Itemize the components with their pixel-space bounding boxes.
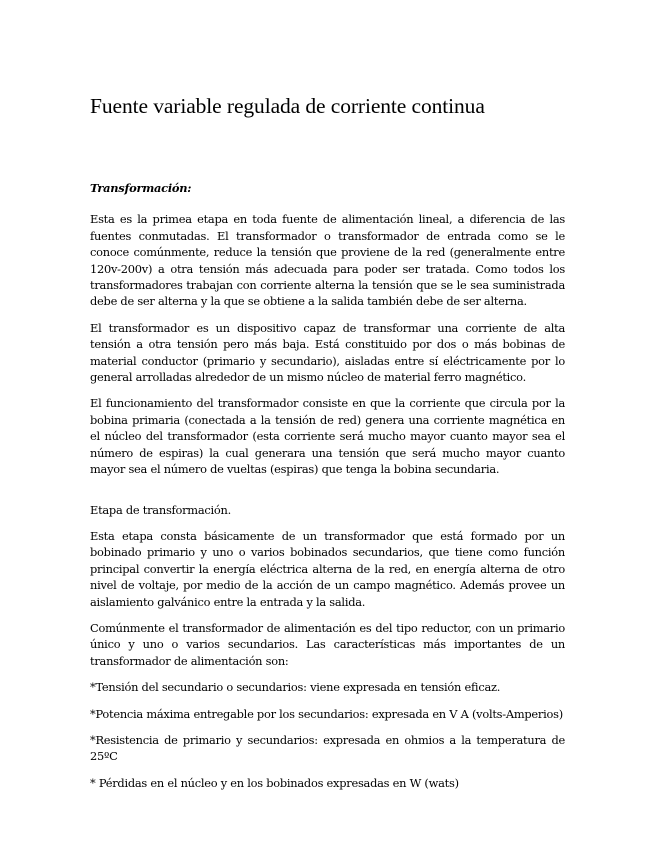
paragraph: El transformador es un dispositivo capaz de transformar una corriente de alta tensión a otra tensión pero más baja. Está constituido por dos o más bobinas de material conductor (primario y secundario), aisladas entre sí eléctricamente por lo general arrolladas alrededor de un mismo núcleo de material ferro magnético.	[90, 320, 565, 385]
list-item: * Pérdidas en el núcleo y en los bobinados expresadas en W (wats)	[90, 775, 459, 790]
list-item: *Potencia máxima entregable por los secundarios: expresada en V A (volts-Amperios)	[90, 706, 563, 721]
paragraph: Esta es la primea etapa en toda fuente de alimentación lineal, a diferencia de las fuentes conmutadas. El transformador o transformador de entrada como se le conoce comúnmente, reduce la tensión que proviene de la red (generalmente entre 120v-200v) a otra tensión más adecuada para poder ser tratada. Como todos los transformadores trabajan con corriente alterna la tensión que se le sea suministrada debe de ser alterna y la que se obtiene a la salida también debe de ser alterna.	[90, 212, 565, 309]
section-heading-transformacion: Transformación:	[90, 181, 192, 195]
paragraph: Esta etapa consta básicamente de un transformador que está formado por un bobinado primario y uno o varios bobinados secundarios, que tiene como función principal convertir la energía eléctrica alterna de la red, en energía alterna de otro nivel de voltaje, por medio de la acción de un campo magnético. Además provee un aislamiento galvánico entre la entrada y la salida.	[90, 528, 565, 609]
list-item: *Resistencia de primario y secundarios: expresada en ohmios a la temperatura de 25ºC	[90, 732, 565, 764]
document-body	[90, 180, 565, 801]
section-heading-etapa: Etapa de transformación.	[90, 502, 231, 517]
page-title: Fuente variable regulada de corriente continua	[90, 94, 485, 118]
list-item: *Tensión del secundario o secundarios: viene expresada en tensión eficaz.	[90, 680, 501, 695]
paragraph: El funcionamiento del transformador consiste en que la corriente que circula por la bobina primaria (conectada a la tensión de red) genera una corriente magnética en el núcleo del transformador (esta corriente será mucho mayor cuanto mayor sea el número de espiras) la cual generara una tensión que será mucho mayor cuanto mayor sea el número de vueltas (espiras) que tenga la bobina secundaria.	[90, 396, 565, 477]
paragraph: Comúnmente el transformador de alimentación es del tipo reductor, con un primario único y uno o varios secundarios. Las características más importantes de un transformador de alimentación son:	[90, 620, 565, 668]
